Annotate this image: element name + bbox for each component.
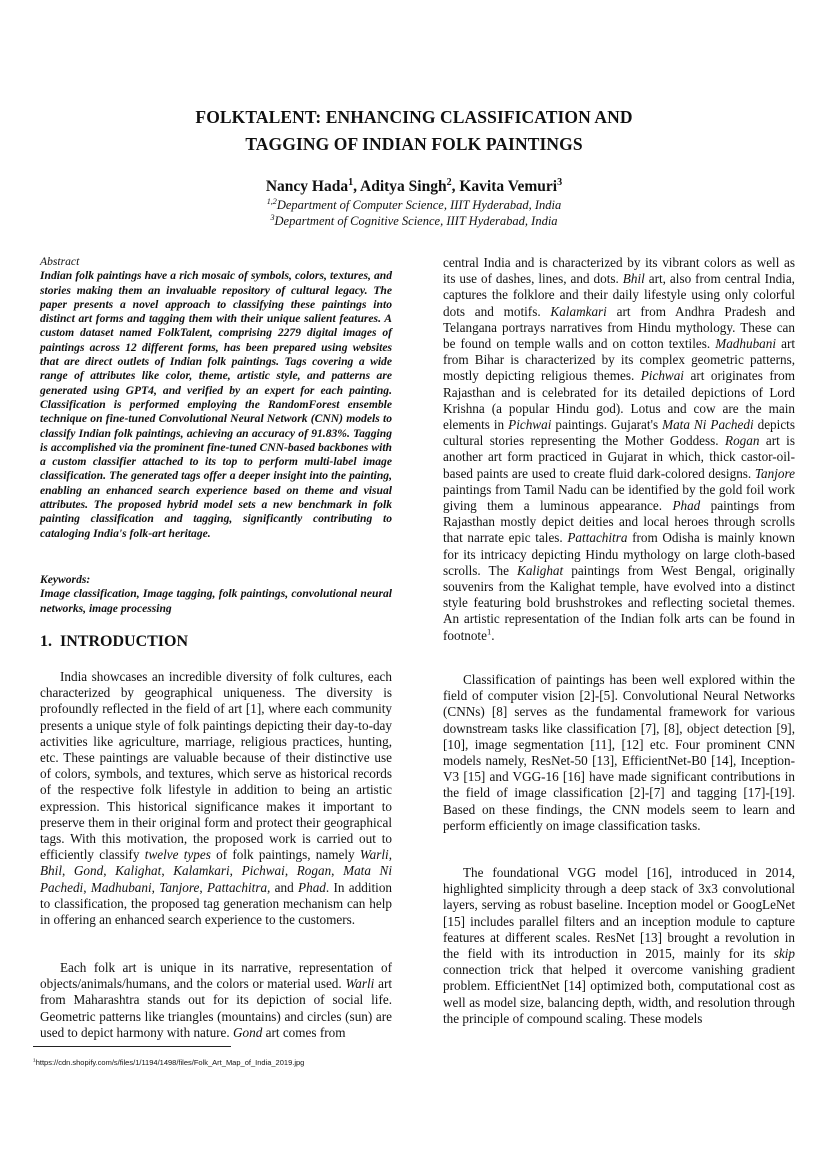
- abstract-label: Abstract: [40, 255, 80, 268]
- text-run: of folk paintings, namely: [210, 847, 360, 863]
- footnote: [33, 1058, 304, 1067]
- section-number: 1.: [40, 633, 52, 650]
- text-run: Tanjore: [159, 879, 200, 895]
- text-run: India showcases an incredible diversity of folk cultures, each characterized by geographical uniqueness. The diversity is profoundly reflected in the field of art [1], where each community presents a unique style of folk paintings depicting their day-to-day activities like agriculture, marriage, religious practices, hunting, etc. These paintings are valuable because of their distinctive use of colors, symbols, and textures, which serve as historical records of the respective folk lifestyle in addition to being an artistic expression. This historical significance makes it important to preserve them in their original form and protect their geographical tags. With this motivation, the proposed work is carried out to efficiently classify: [40, 669, 392, 863]
- footnote-divider: [33, 1046, 231, 1047]
- text-run: Pichwai: [640, 368, 684, 384]
- paragraph-text: Classification of paintings has been well explored within the field of computer vision [2]-[5]. Convolutional Neural Networks (CNNs) [8] serves as the fundamental framework for various downstream tasks like classification [7], [8], object detection [9], [10], image segmentation [11], [12] etc. Four prominent CNN models namely, ResNet-50 [13], EfficientNet-B0 [14], Inception-V3 [15] and VGG-16 [16] have made significant contributions in the field of image classification [2]-[7] and tagging [17]-[19]. Based on these findings, the CNN models seem to learn and perform efficiently on image classification tasks.: [443, 672, 795, 833]
- text-run: from Odisha is mainly known for its intricacy depicting Hindu mythology on large cloth-based scrolls. The: [443, 530, 795, 578]
- text-run: art is another art form practiced in Gujarat in which, thick castor-oil-based paints are used to create fluid dark-colored designs.: [443, 433, 795, 481]
- text-run: Kalamkari: [173, 863, 230, 879]
- text-run: Madhubani: [715, 336, 777, 352]
- author-name: Aditya Singh: [360, 178, 447, 195]
- keywords-text: Image classification, Image tagging, folk paintings, convolutional neural networks, image processing: [40, 587, 392, 615]
- footnote-url[interactable]: https://cdn.shopify.com/s/files/1/1194/1498/files/Folk_Art_Map_of_India_2019.jpg: [35, 1058, 305, 1067]
- affiliation-text: Department of Cognitive Science, IIIT Hyderabad, India: [274, 214, 558, 228]
- text-run: ,: [103, 863, 116, 879]
- keywords-label: Keywords:: [40, 573, 91, 586]
- text-run: Madhubani: [90, 879, 152, 895]
- intro-paragraph-5: [443, 865, 795, 1027]
- text-run: art originates from Rajasthan and is celebrated for its detailed depictions of Lord Krishna (a popular Hindu god). Lotus and cow are the main elements in: [443, 368, 796, 433]
- text-run: paintings. Gujarat's: [551, 417, 663, 433]
- text-run: Bhil: [40, 863, 62, 879]
- author-affiliation-mark: 2: [446, 176, 452, 188]
- text-run: paintings from Rajasthan mostly depict deities and local heroes through scrolls that narrate epic tales.: [443, 498, 795, 546]
- author-separator: ,: [451, 178, 460, 195]
- text-run: art from Andhra Pradesh and Telangana portrays narratives from Hindu mythology. These can be found on temple walls and on cotton textiles.: [443, 303, 795, 352]
- text-run: Pichwai: [241, 863, 285, 879]
- section-title: INTRODUCTION: [60, 633, 189, 650]
- text-run: Kalighat: [115, 863, 162, 879]
- author-name: Kavita Vemuri: [459, 178, 558, 195]
- section-heading-introduction: [40, 633, 188, 651]
- footnote-reference[interactable]: 1: [486, 626, 492, 637]
- text-run: Pichwai: [508, 417, 552, 433]
- text-run: art from Maharashtra stands out for its depiction of social life. Geometric patterns like triangles (mountains) and circles (sun) are used to depict harmony with nature.: [40, 976, 392, 1040]
- text-run: Kalamkari: [550, 303, 607, 319]
- affiliation-text: Department of Computer Science, IIIT Hyderabad, India: [276, 198, 562, 212]
- text-run: Tanjore: [754, 465, 795, 481]
- keywords-block: [40, 573, 392, 616]
- text-run: art comes from: [262, 1024, 346, 1040]
- text-run: Warli: [345, 976, 375, 992]
- text-run: paintings from Tamil Nadu can be identified by the gold foil work giving them a luminous appearance.: [443, 481, 795, 514]
- text-run: ,: [199, 879, 207, 895]
- text-run: Bhil: [622, 271, 645, 287]
- text-run: ,: [61, 863, 74, 879]
- author-separator: ,: [353, 178, 361, 195]
- text-run: Pattachitra,: [206, 879, 271, 895]
- text-run: Phad: [672, 498, 701, 514]
- footnote-mark: 1: [33, 1058, 36, 1064]
- title-line-2: TAGGING OF INDIAN FOLK PAINTINGS: [245, 134, 583, 154]
- text-run: art, also from central India, captures the folklore and their daily lifestyle using only colorful dots and motifs.: [443, 271, 795, 319]
- intro-paragraph-1: [40, 669, 392, 928]
- text-run: Mata Ni Pachedi: [662, 417, 754, 433]
- intro-paragraph-2: [40, 960, 392, 1041]
- text-run: Gond: [233, 1024, 263, 1040]
- intro-paragraph-4: [443, 672, 795, 834]
- text-run: ,: [331, 863, 344, 879]
- text-run: Each folk art is unique in its narrative, representation of objects/animals/humans, and the colors or material used.: [40, 960, 392, 992]
- text-run: Phad: [298, 879, 326, 895]
- text-run: Pattachitra: [567, 530, 628, 546]
- affiliation-2: [0, 213, 828, 229]
- text-run: ,: [229, 863, 242, 879]
- text-run: .: [491, 627, 495, 643]
- text-run: depicts cultural stories representing the Mother Goddess.: [443, 417, 795, 449]
- text-run: art from Bihar is characterized by its complex geometric patterns, mostly depicting religious themes.: [443, 336, 795, 384]
- author-affiliation-mark: 3: [557, 176, 563, 188]
- text-run: The foundational VGG model [16], introduced in 2014, highlighted simplicity through a deep stack of 3x3 convolutional layers, serving as robust baseline. Inception model or GoogLeNet [15] includes parallel filters and an inception module to capture features at different scales. ResNet [13] brought a revolution in the field with its introduction in 2015, mainly for its: [443, 865, 795, 962]
- text-run: . In addition to classification, the proposed tag generation mechanism can help in offering an enhanced search experience to the customers.: [40, 879, 393, 928]
- text-run: paintings from West Bengal, originally souvenirs from the Kalighat temple, have evolved into a distinct style featuring bold brushstrokes and reflecting societal themes. An artistic representation of the Indian folk arts can be found in footnote: [443, 562, 795, 643]
- text-run: ,: [284, 863, 297, 879]
- text-run: Warli: [359, 847, 389, 863]
- text-run: ,: [388, 847, 393, 863]
- abstract-block: [40, 255, 392, 541]
- affiliation-1: [0, 197, 828, 213]
- text-run: skip: [773, 946, 795, 962]
- text-run: Mata Ni Pachedi: [40, 863, 393, 895]
- text-run: ,: [151, 879, 160, 895]
- affiliation-mark: 3: [270, 212, 275, 222]
- author-affiliation-mark: 1: [348, 176, 354, 188]
- text-run: Rogan: [296, 863, 332, 879]
- text-run: and: [270, 879, 299, 895]
- text-run: ,: [161, 863, 174, 879]
- text-run: connection trick that helped it overcome vanishing gradient problem. EfficientNet [14] optimized both, computational cost as well as model size, balancing depth, width, and resolution through the principle of compound scaling. These models: [443, 962, 795, 1026]
- text-run: Rogan: [725, 433, 760, 449]
- text-run: central India and is characterized by its vibrant colors as well as its use of dashes, lines, and dots.: [443, 255, 795, 287]
- intro-paragraph-3: [443, 255, 795, 644]
- affiliation-mark: 1,2: [266, 196, 277, 206]
- text-run: Gond: [73, 863, 104, 879]
- title-line-1: FOLKTALENT: ENHANCING CLASSIFICATION AND: [195, 107, 633, 127]
- paper-title: [0, 104, 828, 158]
- text-run: twelve types: [144, 847, 211, 863]
- author-list: [0, 178, 828, 196]
- abstract-text: Indian folk paintings have a rich mosaic of symbols, colors, textures, and stories making them an invaluable repository of cultural legacy. The paper presents a novel approach to classifying these paintings into distinct art forms and tagging them with their unique salient features. A custom dataset named FolkTalent, comprising 2279 digital images of paintings across 12 different forms, has been prepared using websites that are direct outlets of Indian folk paintings. Tags covering a wide range of attributes like color, theme, artistic style, and patterns are generated using GPT4, and verified by an expert for each painting. Classification is performed employing the RandomForest ensemble technique on fine-tuned Convolutional Neural Network (CNN) models to classify Indian folk paintings, achieving an accuracy of 91.83%. Tagging is accomplished via the prominent fine-tuned CNN-based backbones with a custom classifier attached to its top to perform multi-label image classification. The generated tags offer a deeper insight into the painting, enabling an enhanced search experience based on theme and visual attributes. The proposed hybrid model sets a new benchmark in folk painting classification and tagging, significantly contributing to cataloging India's folk-art heritage.: [40, 269, 392, 540]
- author-name: Nancy Hada: [265, 178, 349, 195]
- text-run: ,: [83, 879, 91, 895]
- text-run: Kalighat: [517, 562, 564, 578]
